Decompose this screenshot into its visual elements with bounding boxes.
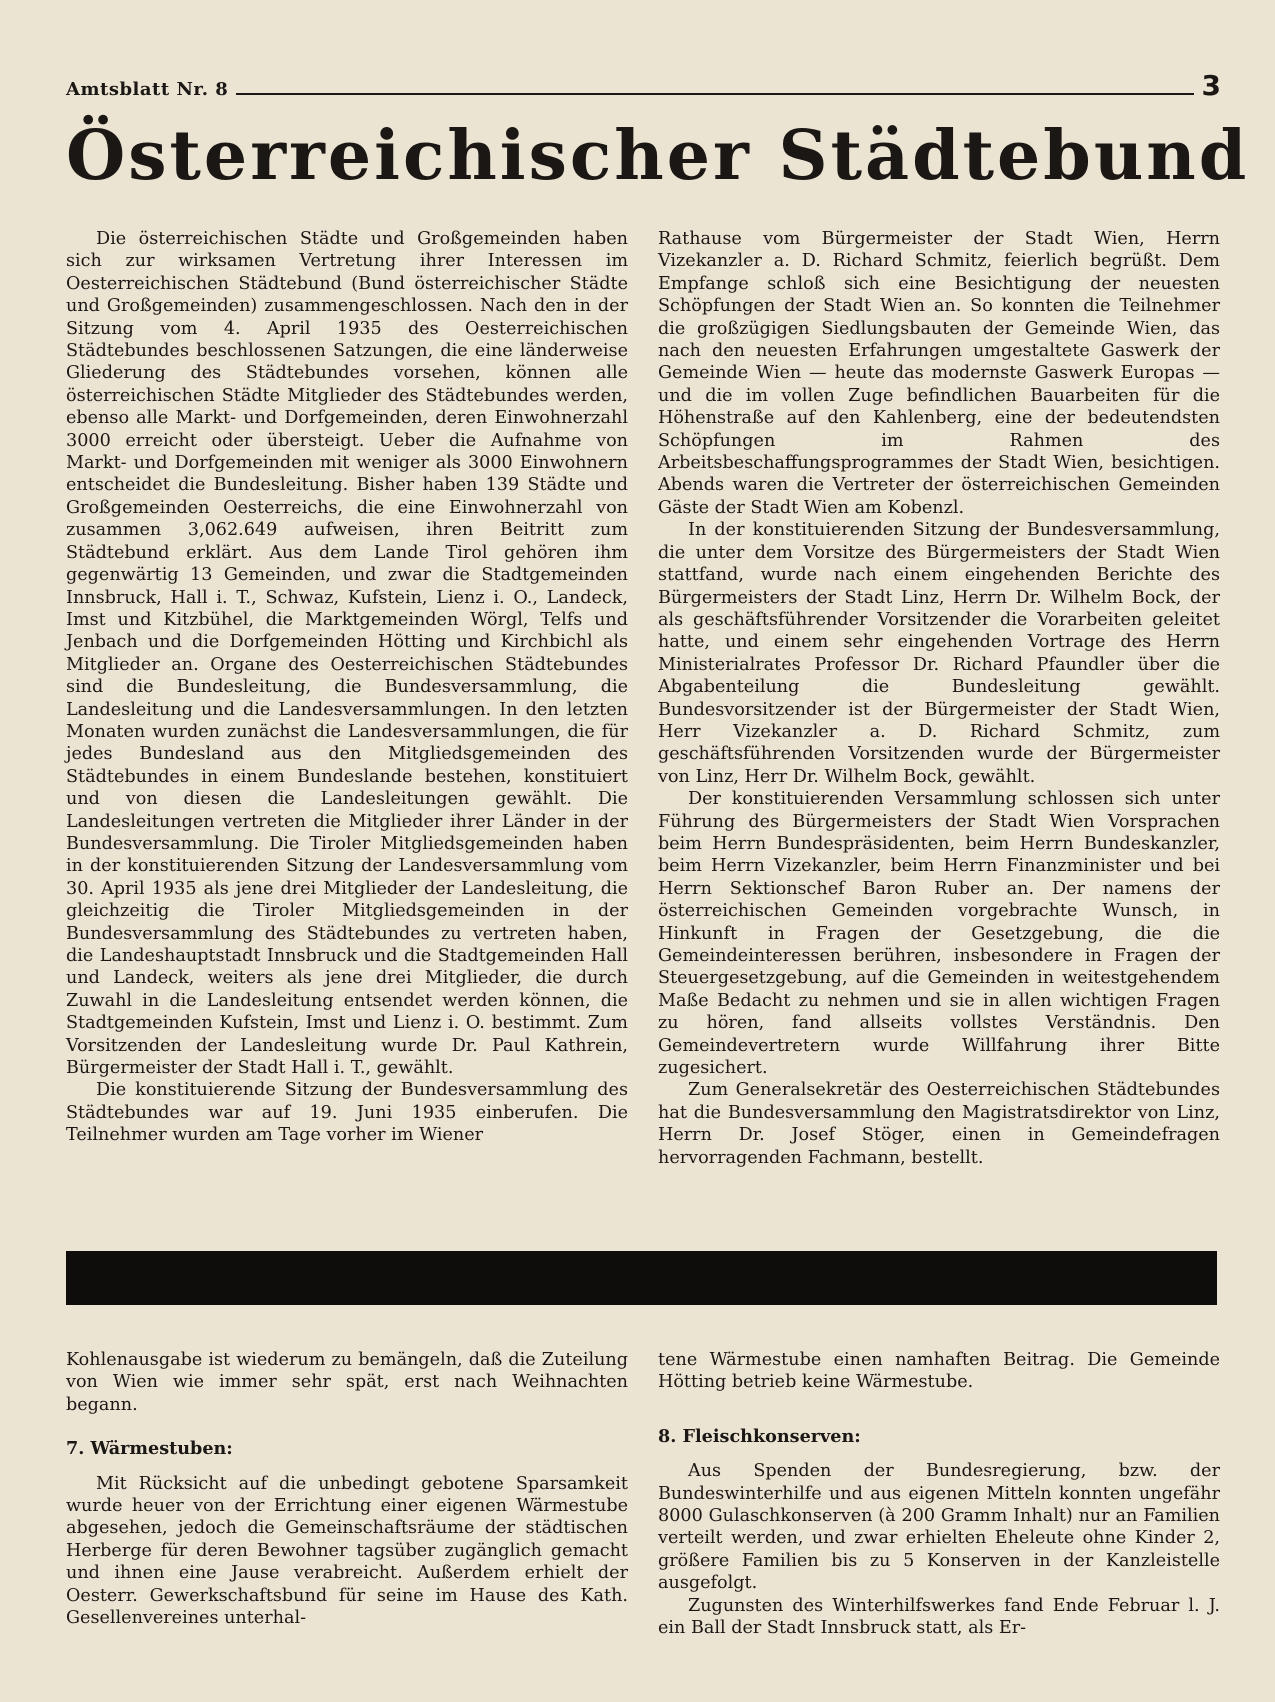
article-paragraph: Rathause vom Bürgermeister der Stadt Wien, Herrn Vizekanzler a. D. Richard Schmitz, feierlich begrüßt. Dem Empfange schloß sich eine Besichtigung der neuesten Schöpfungen der Stadt Wien an. So konnten die Teilnehmer die großzügigen Siedlungsbauten der Gemeinde Wien, das nach den neuesten Erfahrungen umgestaltete Gaswerk der Gemeinde Wien — heute das modernste Gaswerk Europas — und die im vollen Zuge befindlichen Bauarbeiten für die Höhenstraße auf den Kahlenberg, eine der bedeutendsten Schöpfungen im Rahmen des Arbeitsbeschaffungsprogrammes der Stadt Wien, besichtigen. Abends waren die Vertreter der österreichischen Gemeinden Gäste der Stadt Wien am Kobenzl. xyxy=(658,229,1220,518)
continuation-paragraph: Kohlenausgabe ist wiederum zu bemängeln, daß die Zuteilung von Wien wie immer sehr spät, erst nach Weihnachten begann. xyxy=(66,1350,628,1415)
section-paragraph: Aus Spenden der Bundesregierung, bzw. der Bundeswinterhilfe und aus eigenen Mitteln konnten ungefähr 8000 Gulaschkonserven (à 200 Gramm Inhalt) nur an Familien verteilt werden, und zwar erhielten Eheleute ohne Kinder 2, größere Familien bis zu 5 Konserven in der Kanzleistelle ausgefolgt. xyxy=(658,1461,1220,1594)
issue-label: Amtsblatt Nr. 8 xyxy=(66,79,229,100)
section-paragraph: Zugunsten des Winterhilfswerkes fand Ende Februar l. J. ein Ball der Stadt Innsbruck statt, als Er- xyxy=(658,1595,1220,1639)
article-paragraph: Der konstituierenden Versammlung schlossen sich unter Führung des Bürgermeisters der Stadt Wien Vorsprachen beim Herrn Bundespräsidenten, beim Herrn Bundeskanzler, beim Herrn Vizekanzler, beim Herrn Finanzminister und bei Herrn Sektionschef Baron Ruber an. Der namens der österreichischen Gemeinden vorgebrachte Wunsch, in Hinkunft in Fragen der Gesetzgebung, die die Gemeindeinteressen berühren, insbesondere in Fragen der Steuergesetzgebung, auf die Gemeinden in weitestgehendem Maße Bedacht zu nehmen und sie in allen wichtigen Fragen zu hören, fand allseits vollstes Verständnis. Den Gemeindevertretern wurde Willfahrung ihrer Bitte zugesichert. xyxy=(658,789,1220,1079)
page-number: 3 xyxy=(1201,69,1221,102)
article-column-right xyxy=(658,228,1220,1169)
article-column-left xyxy=(66,228,628,1147)
article-paragraph: Die konstituierende Sitzung der Bundesversammlung des Städtebundes war auf 19. Juni 1935 einberufen. Die Teilnehmer wurden am Tage vorher im Wiener xyxy=(66,1080,628,1146)
page-header xyxy=(66,70,1221,100)
header-rule xyxy=(236,93,1193,95)
article-title: Österreichischer Städtebund xyxy=(66,116,1250,196)
black-divider-bar xyxy=(66,1251,1217,1305)
article-paragraph: Zum Generalsekretär des Oesterreichischen Städtebundes hat die Bundesversammlung den Magistratsdirektor von Linz, Herrn Dr. Josef Stöger, einen in Gemeindefragen hervorragenden Fachmann, bestellt. xyxy=(658,1080,1220,1168)
lower-column-left xyxy=(66,1349,628,1629)
lower-column-right xyxy=(658,1349,1220,1639)
article-paragraph: In der konstituierenden Sitzung der Bundesversammlung, die unter dem Vorsitze des Bürgermeisters der Stadt Wien stattfand, wurde nach einem eingehenden Berichte des Bürgermeisters der Stadt Linz, Herrn Dr. Wilhelm Bock, der als geschäftsführender Vorsitzender die Vorarbeiten geleitet hatte, und einem sehr eingehenden Vortrage des Herrn Ministerialrates Professor Dr. Richard Pfaundler über die Abgabenteilung die Bundesleitung gewählt. Bundesvorsitzender ist der Bürgermeister der Stadt Wien, Herr Vizekanzler a. D. Richard Schmitz, zum geschäftsführenden Vorsitzenden wurde der Bürgermeister von Linz, Herr Dr. Wilhelm Bock, gewählt. xyxy=(658,520,1220,787)
section-heading-waermestuben: 7. Wärmestuben: xyxy=(66,1438,233,1460)
continuation-paragraph: tene Wärmestube einen namhaften Beitrag. Die Gemeinde Hötting betrieb keine Wärmestube. xyxy=(658,1350,1220,1393)
article-paragraph: Die österreichischen Städte und Großgemeinden haben sich zur wirksamen Vertretung ihrer Interessen im Oesterreichischen Städtebund (Bund österreichischer Städte und Großgemeinden) zusammengeschlossen. Nach den in der Sitzung vom 4. April 1935 des Oesterreichischen Städtebundes beschlossenen Satzungen, die eine länderweise Gliederung des Städtebundes vorsehen, können alle österreichischen Städte Mitglieder des Städtebundes werden, ebenso alle Markt- und Dorfgemeinden, deren Einwohnerzahl 3000 erreicht oder übersteigt. Ueber die Aufnahme von Markt- und Dorfgemeinden mit weniger als 3000 Einwohnern entscheidet die Bundesleitung. Bisher haben 139 Städte und Großgemeinden Oesterreichs, die eine Einwohnerzahl von zusammen 3,062.649 aufweisen, ihren Beitritt zum Städtebund erklärt. Aus dem Lande Tirol gehören ihm gegenwärtig 13 Gemeinden, und zwar die Stadtgemeinden Innsbruck, Hall i. T., Schwaz, Kufstein, Lienz i. O., Landeck, Imst und Kitzbühel, die Marktgemeinden Wörgl, Telfs und Jenbach und die Dorfgemeinden Hötting und Kirchbichl als Mitglieder an. Organe des Oesterreichischen Städtebundes sind die Bundesleitung, die Bundesversammlung, die Landesleitung und die Landesversammlungen. In den letzten Monaten wurden zunächst die Landesversammlungen, die für jedes Bundesland aus den Mitgliedsgemeinden des Städtebundes in einem Bundeslande bestehen, konstituiert und von diesen die Landesleitungen gewählt. Die Landesleitungen vertreten die Mitglieder ihrer Länder in der Bundesversammlung. Die Tiroler Mitgliedsgemeinden haben in der konstituierenden Sitzung der Landesversammlung vom 30. April 1935 als jene drei Mitglieder der Landesleitung, die gleichzeitig die Tiroler Mitgliedsgemeinden in der Bundesversammlung des Städtebundes zu vertreten haben, die Landeshauptstadt Innsbruck und die Stadtgemeinden Hall und Landeck, weiters als jene drei Mitglieder, die durch Zuwahl in die Landesleitung entsendet werden können, die Stadtgemeinden Kufstein, Imst und Lienz i. O. bestimmt. Zum Vorsitzenden der Landesleitung wurde Dr. Paul Kathrein, Bürgermeister der Stadt Hall i. T., gewählt. xyxy=(66,229,628,1079)
section-paragraph: Mit Rücksicht auf die unbedingt gebotene Sparsamkeit wurde heuer von der Errichtung einer eigenen Wärmestube abgesehen, jedoch die Gemeinschaftsräume der städtischen Herberge für deren Bewohner tagsüber zugänglich gemacht und ihnen eine Jause verabreicht. Außerdem erhielt der Oesterr. Gewerkschaftsbund für seine im Hause des Kath. Gesellenvereines unterhal- xyxy=(66,1473,628,1629)
section-heading-fleischkonserven: 8. Fleischkonserven: xyxy=(658,1425,861,1447)
